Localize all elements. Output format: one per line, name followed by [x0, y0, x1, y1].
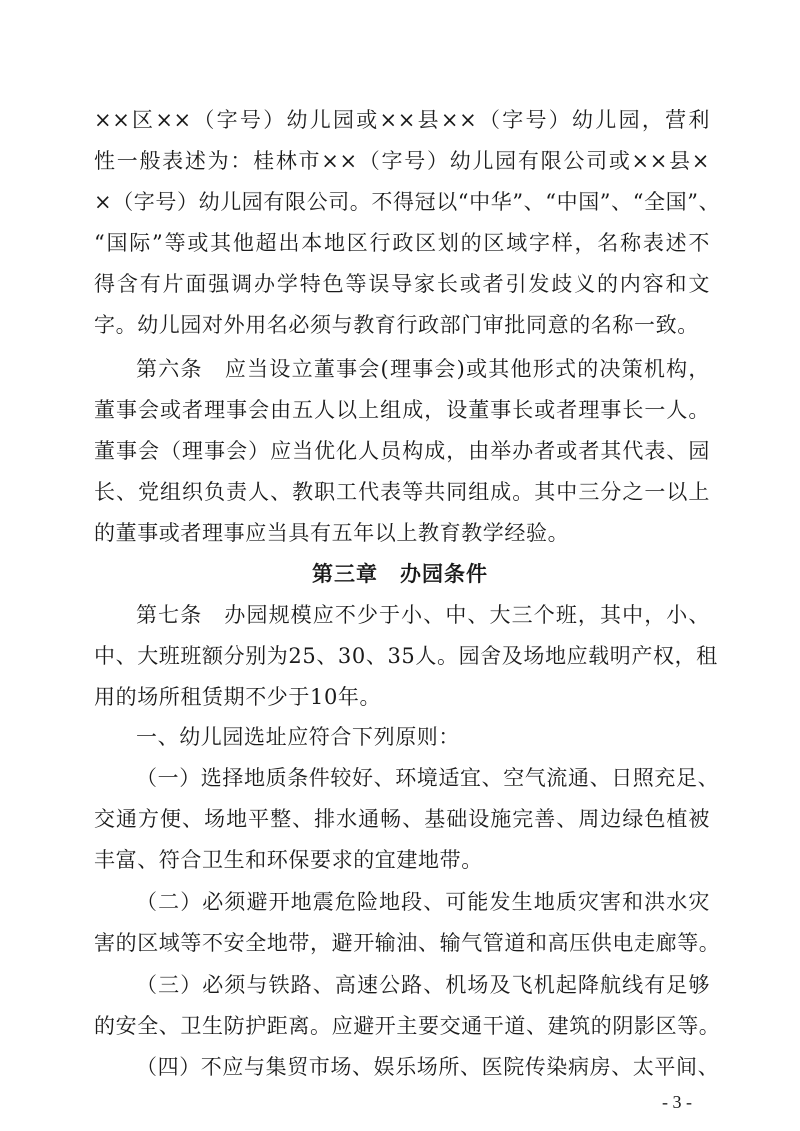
text-line: 用的场所租赁期不少于10年。 [94, 685, 382, 709]
text-line: 董事会或者理事会由五人以上组成，设董事长或者理事长一人。 [94, 398, 710, 422]
page-number: - 3 - [662, 1092, 692, 1112]
text-line: 中、大班班额分别为25、30、35人。园舍及场地应载明产权，租 [94, 644, 718, 668]
section-heading-line: 一、幼儿园选址应符合下列原则： [136, 725, 460, 749]
text-line: 的董事或者理事应当具有五年以上教育教学经验。 [94, 521, 570, 545]
text-line: 的安全、卫生防护距离。应避开主要交通干道、建筑的阴影区等。 [94, 1014, 721, 1038]
list-item-4-line: （四）不应与集贸市场、娱乐场所、医院传染病房、太平间、 [136, 1055, 720, 1079]
text-line: 字。幼儿园对外用名必须与教育行政部门审批同意的名称一致。 [94, 313, 699, 337]
text-line: 董事会（理事会）应当优化人员构成，由举办者或者其代表、园 [94, 439, 710, 463]
list-item-3-line: （三）必须与铁路、高速公路、机场及飞机起降航线有足够 [136, 973, 710, 997]
text-line: 害的区域等不安全地带，避开输油、输气管道和高压供电走廊等。 [94, 931, 721, 955]
text-line: 长、党组织负责人、教职工代表等共同组成。其中三分之一以上 [94, 480, 710, 504]
chapter-title: 第三章 办园条件 [312, 562, 488, 586]
text-line: ×（字号）幼儿园有限公司。不得冠以“中华”、“中国”、“全国”、 [94, 190, 721, 214]
text-line: 得含有片面强调办学特色等误导家长或者引发歧义的内容和文 [94, 272, 710, 296]
text-line: “国际”等或其他超出本地区行政区划的区域字样，名称表述不 [94, 231, 710, 255]
text-line: 交通方便、场地平整、排水通畅、基础设施完善、周边绿色植被 [94, 807, 710, 831]
list-item-1-line: （一）选择地质条件较好、环境适宜、空气流通、日照充足、 [136, 766, 720, 790]
list-item-2-line: （二）必须避开地震危险地段、可能发生地质灾害和洪水灾 [136, 890, 710, 914]
text-line: 丰富、符合卫生和环保要求的宜建地带。 [94, 848, 483, 872]
text-line: ××区××（字号）幼儿园或××县××（字号）幼儿园，营利 [94, 108, 710, 132]
article-6-heading-line: 第六条 应当设立董事会(理事会)或其他形式的决策机构， [136, 357, 710, 381]
article-7-heading-line: 第七条 办园规模应不少于小、中、大三个班，其中，小、 [136, 603, 710, 627]
text-line: 性一般表述为：桂林市××（字号）幼儿园有限公司或××县× [94, 149, 710, 173]
